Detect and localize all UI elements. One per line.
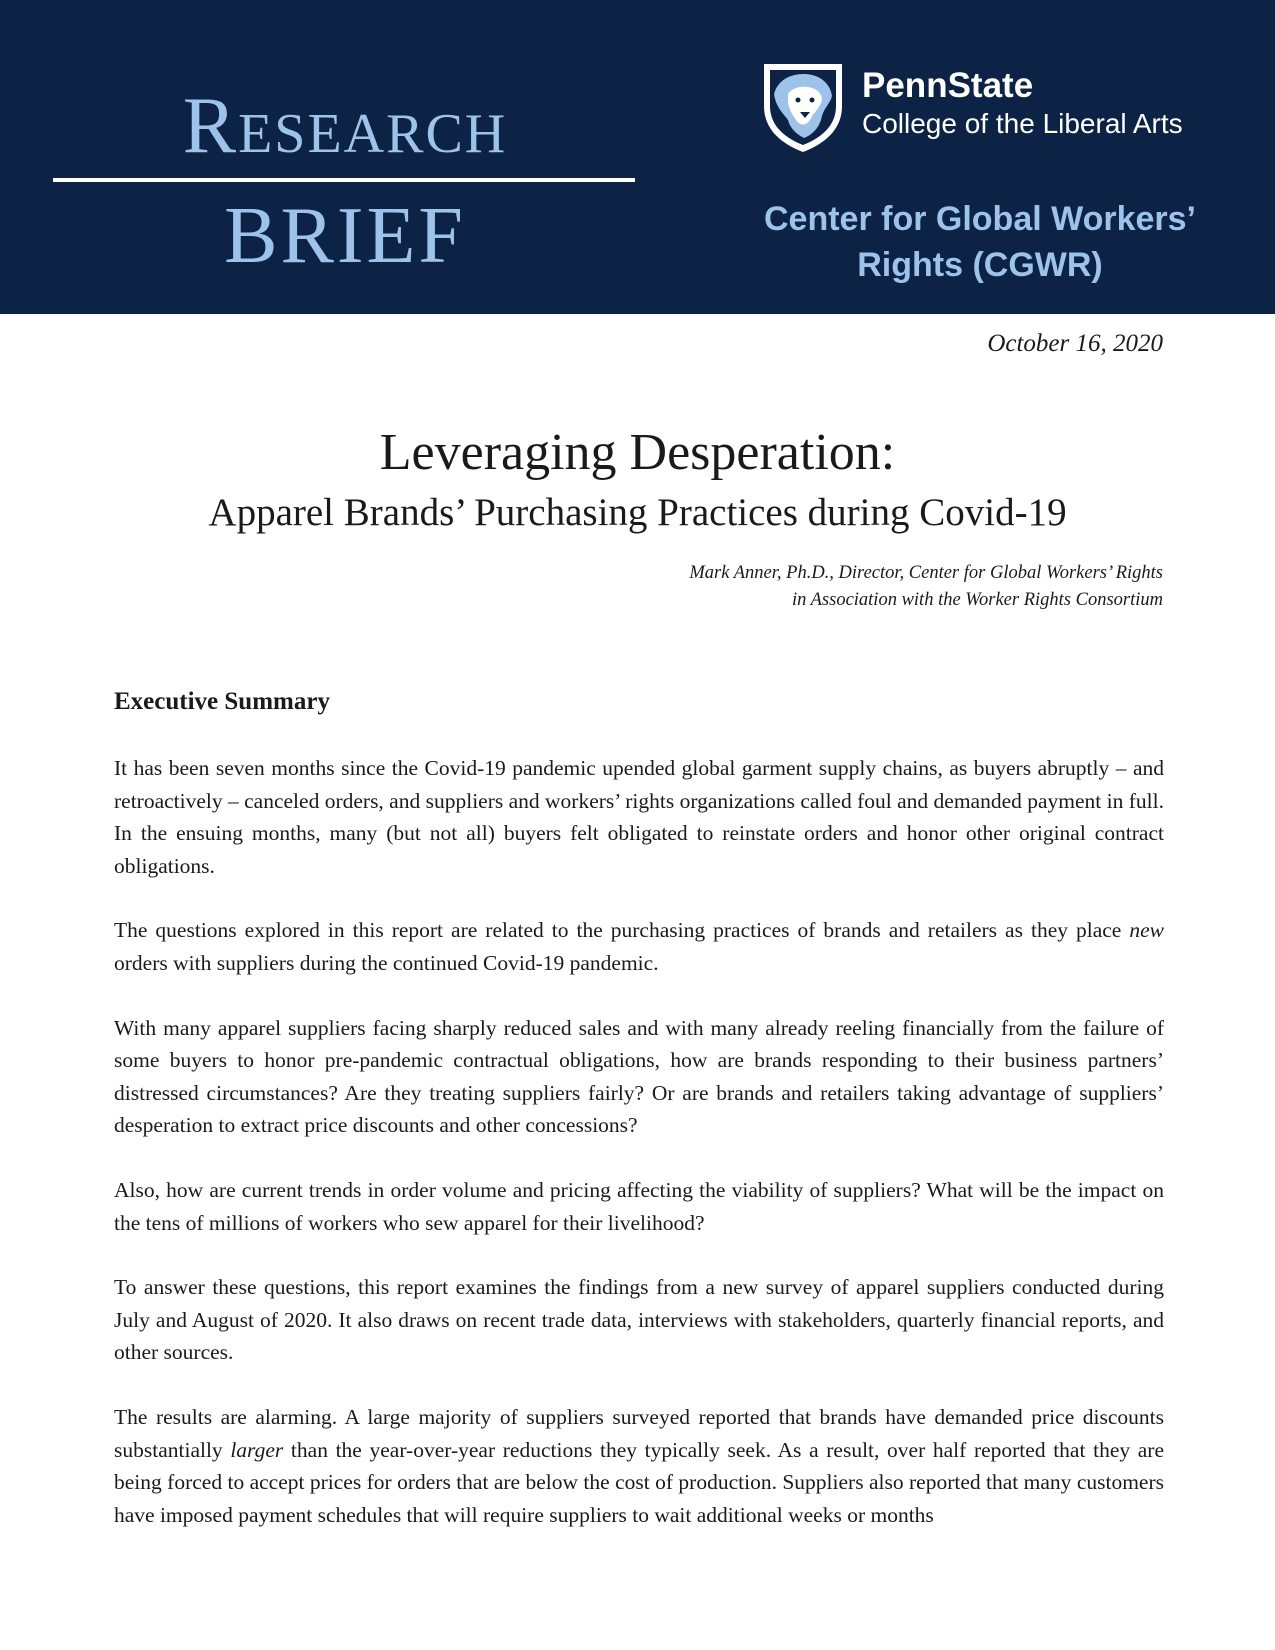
author-credit (500, 560, 1163, 614)
paragraph-1: It has been seven months since the Covid-19 pandemic upended global garment supply chains, as buyers abruptly – and retroactively – canceled orders, and suppliers and workers’ rights organizations called foul and demanded payment in full. In the ensuing months, many (but not all) buyers felt obligated to reinstate orders and honor other original contract obligations. (114, 756, 1164, 878)
paragraph-2 (114, 914, 1164, 979)
paragraph-6-emphasis: larger (230, 1437, 284, 1462)
nittany-lion-shield-icon (760, 60, 846, 156)
paragraph-6 (114, 1401, 1164, 1531)
section-heading: Executive Summary (114, 688, 330, 715)
paragraph-2-emphasis: new (1129, 918, 1164, 943)
research-title: Research (182, 82, 508, 170)
college-name: College of the Liberal Arts (862, 108, 1183, 139)
center-name (720, 196, 1240, 288)
executive-summary-body (114, 752, 1164, 1563)
paragraph-6-text-b: than the year-over-year reductions they typically seek. As a result, over half reported that they are being forced to accept prices for orders that are below the cost of production. Suppliers also reported that many customers have imposed payment schedules that will require suppliers to wait additional weeks or months (114, 1437, 1164, 1527)
author-line-1: Mark Anner, Ph.D., Director, Center for Global Workers’ Rights (689, 563, 1163, 583)
center-name-line-1: Center for Global Workers’ (763, 200, 1197, 238)
center-name-line-2: Rights (CGWR) (857, 246, 1103, 284)
university-name: PennState (862, 66, 1034, 105)
brief-title: BRIEF (224, 192, 466, 280)
author-line-2: in Association with the Worker Rights Consortium (791, 590, 1163, 610)
paragraph-2-text-a: The questions explored in this report are related to the purchasing practices of brands and retailers as they place (114, 918, 1130, 943)
paragraph-5: To answer these questions, this report examines the findings from a new survey of apparel suppliers conducted during July and August of 2020. It also draws on recent trade data, interviews with stakeholders, quarterly financial reports, and other sources. (114, 1275, 1164, 1365)
paragraph-6-text-a: The results are alarming. A large majority of suppliers surveyed reported that brands have demanded price discounts substantially (114, 1404, 1164, 1462)
document-title: Leveraging Desperation: (379, 424, 896, 481)
paragraph-4: Also, how are current trends in order volume and pricing affecting the viability of suppliers? What will be the impact on the tens of millions of workers who sew apparel for their livelihood? (114, 1177, 1164, 1235)
paragraph-3: With many apparel suppliers facing sharply reduced sales and with many already reeling financially from the failure of some buyers to honor pre-pandemic contractual obligations, how are brands responding to their business partners’ distressed circumstances? Are they treating suppliers fairly? Or are brands and retailers taking advantage of suppliers’ desperation to extract price discounts and other concessions? (114, 1015, 1164, 1138)
document-subtitle: Apparel Brands’ Purchasing Practices during Covid-19 (208, 491, 1067, 534)
title-divider (53, 178, 635, 182)
header-banner (0, 0, 1275, 314)
paragraph-2-text-b: orders with suppliers during the continued Covid-19 pandemic. (114, 950, 659, 975)
publication-date: October 16, 2020 (987, 330, 1163, 357)
